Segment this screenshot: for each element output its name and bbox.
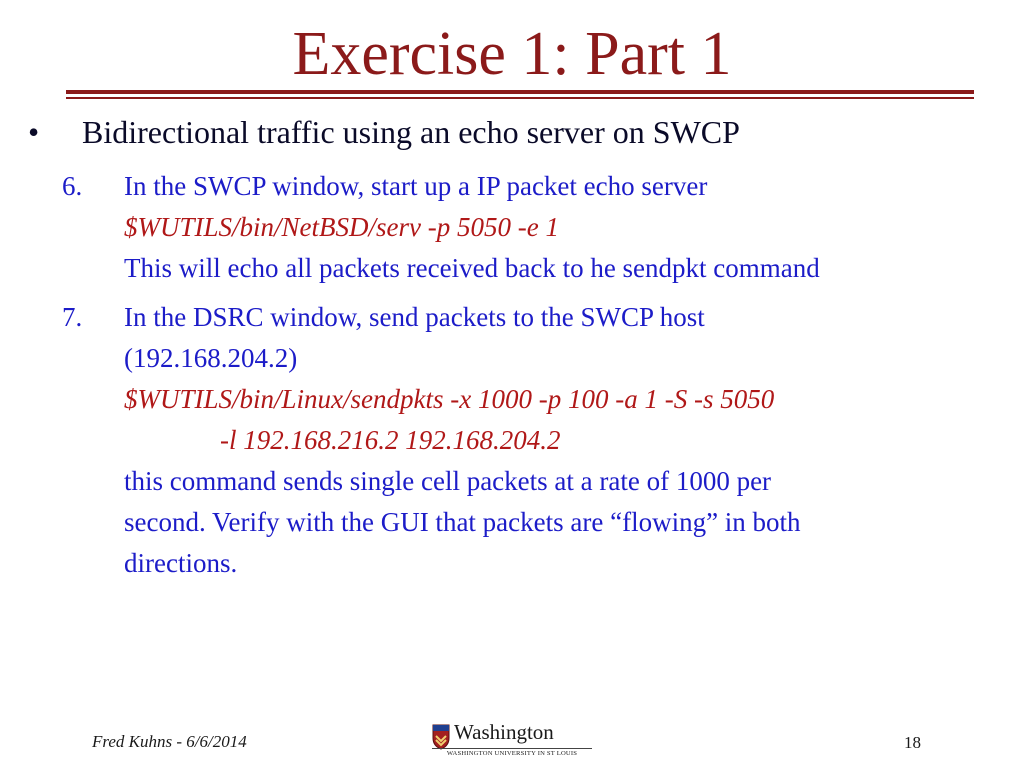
item-body (124, 166, 1014, 289)
logo-wordmark: Washington (454, 720, 554, 744)
bullet-text: Bidirectional traffic using an echo server on SWCP (82, 114, 740, 150)
item-text-line: directions. (124, 548, 238, 578)
item-text-line: second. Verify with the GUI that packets are “flowing” in both (124, 507, 801, 537)
command-line-continuation: -l 192.168.216.2 192.168.204.2 (220, 425, 561, 455)
logo-subtitle: WASHINGTON UNIVERSITY IN ST LOUIS (432, 748, 592, 757)
slide-title: Exercise 1: Part 1 (292, 20, 732, 88)
page-number: 18 (904, 733, 921, 752)
item-text-line: (192.168.204.2) (124, 343, 298, 373)
bullet-dot-icon: • (28, 114, 40, 150)
command-line: $WUTILS/bin/NetBSD/serv -p 5050 -e 1 (124, 212, 559, 242)
footer-author-date: Fred Kuhns - 6/6/2014 (92, 732, 247, 751)
item-number: 6. (62, 171, 83, 201)
item-text-line: In the DSRC window, send packets to the SWCP host (124, 302, 705, 332)
item-text-line: this command sends single cell packets at a rate of 1000 per (124, 466, 772, 496)
university-shield-icon (432, 724, 450, 750)
item-number: 7. (62, 302, 83, 332)
command-line: $WUTILS/bin/Linux/sendpkts -x 1000 -p 100 -a 1 -S -s 5050 (124, 384, 775, 414)
university-logo (432, 722, 594, 760)
title-rule-thin (66, 97, 974, 99)
item-body (124, 297, 1014, 584)
title-rule-thick (66, 90, 974, 94)
item-text-line: This will echo all packets received back to he sendpkt command (124, 253, 820, 283)
item-text-line: In the SWCP window, start up a IP packet echo server (124, 171, 708, 201)
